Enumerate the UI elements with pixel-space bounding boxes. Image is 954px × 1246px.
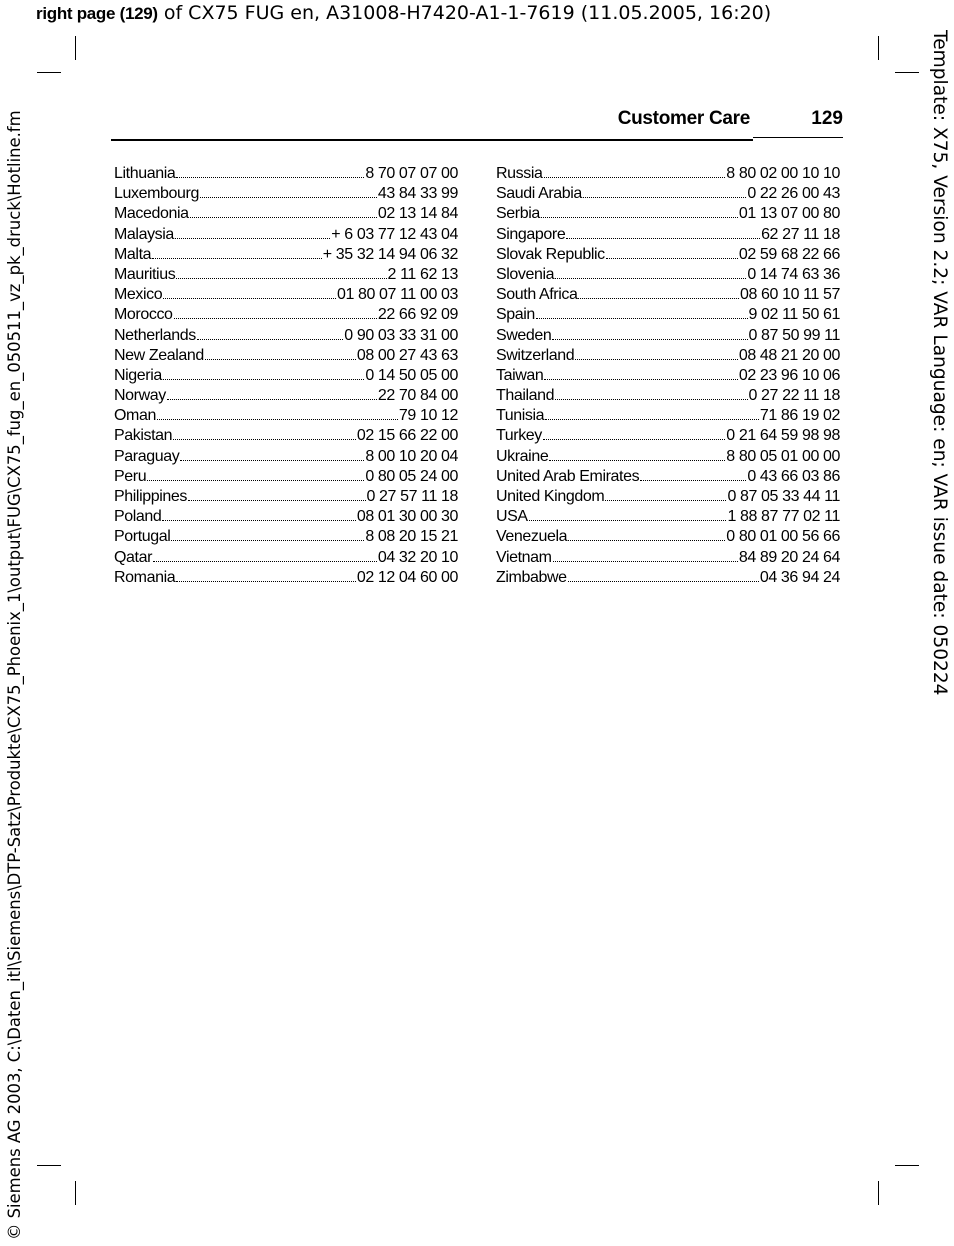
country-name: Zimbabwe: [496, 568, 567, 586]
country-name: Lithuania: [114, 165, 176, 182]
hotline-entry: [496, 204, 840, 224]
hotline-number: 0 43 66 03 86: [747, 467, 840, 485]
hotline-number: 22 70 84 00: [377, 387, 458, 405]
hotline-number: 2 11 62 13: [387, 265, 458, 283]
hotline-entry: [114, 184, 458, 204]
hotline-number: 04 36 94 24: [759, 568, 840, 586]
hotline-number: 84 89 20 24 64: [738, 548, 840, 566]
country-name: Tunisia: [496, 407, 545, 425]
hotline-entry: [496, 245, 840, 265]
dot-leader: [568, 540, 725, 541]
crop-mark: [75, 1181, 76, 1205]
country-name: Pakistan: [114, 427, 173, 445]
country-name: United Kingdom: [496, 488, 605, 505]
hotline-entry: [496, 366, 840, 386]
dot-leader: [176, 177, 364, 178]
hotline-number: 0 87 50 99 11: [748, 326, 840, 344]
hotline-entry: [496, 527, 840, 547]
country-name: Thailand: [496, 387, 555, 405]
copyright-path-note: © Siemens AG 2003, C:\Daten_itl\Siemens\DTP-Satz\Produkte\CX75_Phoenix_1\output\FUG\CX75_fug_en_050511_vz_pk_druck\Hotline.fm: [5, 110, 24, 1240]
hotline-number: 08 00 27 43 63: [356, 346, 458, 364]
hotline-number: 0 90 03 33 31 00: [344, 326, 458, 344]
dot-leader: [153, 561, 377, 562]
dot-leader: [163, 298, 336, 299]
hotline-entry: [114, 467, 458, 487]
hotline-number: 79 10 12: [398, 407, 458, 425]
print-job-info: [36, 1, 771, 26]
country-name: Oman: [114, 407, 156, 425]
dot-leader: [200, 197, 377, 198]
hotline-number: 0 27 57 11 18: [366, 488, 458, 505]
dot-leader: [543, 439, 725, 440]
hotline-number: 22 66 92 09: [377, 306, 458, 324]
country-name: Luxembourg: [114, 185, 199, 203]
hotline-number: 62 27 11 18: [761, 225, 840, 243]
dot-leader: [188, 500, 366, 501]
hotline-entry: [496, 285, 840, 305]
dot-leader: [167, 399, 377, 400]
dot-leader: [578, 298, 739, 299]
hotline-number: 9 02 11 50 61: [748, 306, 840, 324]
hotline-number: 0 80 01 00 56 66: [726, 528, 840, 546]
hotline-entry: [114, 305, 458, 325]
dot-leader: [163, 379, 364, 380]
country-name: Malaysia: [114, 225, 174, 243]
hotline-number: 02 12 04 60 00: [356, 568, 458, 586]
hotline-entry: [114, 164, 458, 184]
hotline-number: 1 88 87 77 02 11: [727, 508, 840, 526]
hotline-entry: [496, 467, 840, 487]
hotline-number: 02 23 96 10 06: [738, 366, 840, 384]
hotline-entry: [496, 164, 840, 184]
hotline-entry: [114, 527, 458, 547]
dot-leader: [536, 318, 748, 319]
crop-mark: [878, 36, 879, 60]
dot-leader: [157, 419, 398, 420]
dot-leader: [605, 500, 726, 501]
dot-leader: [205, 359, 356, 360]
country-name: Spain: [496, 306, 535, 324]
country-name: Mauritius: [114, 265, 176, 283]
hotline-entry: [114, 406, 458, 426]
dot-leader: [640, 480, 746, 481]
hotline-number: 08 01 30 00 30: [356, 508, 458, 526]
hotline-number: 8 08 20 15 21: [365, 528, 458, 546]
hotline-entry: [496, 426, 840, 446]
hotline-entry: [114, 568, 458, 588]
hotline-entry: [114, 447, 458, 467]
hotline-entry: [114, 245, 458, 265]
page-number: 129: [811, 108, 843, 129]
hotline-number: 02 59 68 22 66: [738, 245, 840, 263]
dot-leader: [175, 238, 330, 239]
dot-leader: [529, 520, 727, 521]
country-name: Switzerland: [496, 346, 575, 364]
country-name: Morocco: [114, 306, 173, 324]
hotline-number: 08 60 10 11 57: [740, 286, 840, 304]
country-name: Saudi Arabia: [496, 185, 582, 203]
country-name: Ukraine: [496, 447, 549, 465]
hotline-entry: [114, 204, 458, 224]
hotline-number: 8 80 05 01 00 00: [726, 447, 840, 465]
country-name: Philippines: [114, 488, 187, 505]
hotline-entry: [114, 225, 458, 245]
dot-leader: [544, 379, 737, 380]
country-name: Serbia: [496, 205, 540, 223]
hotline-number: 43 84 33 99: [377, 185, 458, 203]
crop-mark: [37, 72, 61, 73]
country-name: Peru: [114, 467, 147, 485]
country-name: Venezuela: [496, 528, 568, 546]
hotline-entry: [496, 447, 840, 467]
country-name: New Zealand: [114, 346, 204, 364]
country-name: Singapore: [496, 225, 566, 243]
hotline-entry: [496, 568, 840, 588]
country-name: Norway: [114, 387, 166, 405]
dot-leader: [544, 177, 726, 178]
hotline-number: 8 70 07 07 00: [365, 165, 458, 182]
country-name: Russia: [496, 165, 543, 182]
country-name: Slovak Republic: [496, 245, 605, 263]
hotline-entry: [496, 487, 840, 507]
dot-leader: [553, 561, 738, 562]
dot-leader: [555, 399, 747, 400]
country-name: Turkey: [496, 427, 542, 445]
hotline-number: + 35 32 14 94 06 32: [322, 245, 458, 263]
hotline-column-right: [496, 164, 840, 588]
hotline-entry: [496, 406, 840, 426]
hotline-entry: [114, 265, 458, 285]
dot-leader: [147, 480, 364, 481]
country-name: Sweden: [496, 326, 552, 344]
hotline-column-left: [114, 164, 458, 588]
country-name: South Africa: [496, 286, 578, 304]
hotline-number: 01 13 07 00 80: [738, 205, 840, 223]
dot-leader: [162, 520, 355, 521]
hotline-entry: [114, 346, 458, 366]
hotline-number: 0 27 22 11 18: [748, 387, 840, 405]
hotline-number: 0 21 64 59 98 98: [726, 427, 840, 445]
hotline-entry: [496, 326, 840, 346]
hotline-entry: [496, 507, 840, 527]
crop-mark: [878, 1181, 879, 1205]
hotline-number: 0 14 74 63 36: [747, 265, 840, 283]
dot-leader: [606, 258, 738, 259]
hotline-entry: [496, 265, 840, 285]
dot-leader: [190, 217, 377, 218]
hotline-number: 08 48 21 20 00: [738, 346, 840, 364]
hotline-entry: [114, 326, 458, 346]
dot-leader: [152, 258, 322, 259]
hotline-entry: [496, 305, 840, 325]
dot-leader: [174, 318, 377, 319]
hotline-entry: [114, 386, 458, 406]
hotline-number: 0 22 26 00 43: [747, 185, 840, 203]
header-rule: [111, 139, 753, 141]
dot-leader: [197, 339, 343, 340]
country-name: Mexico: [114, 286, 163, 304]
country-name: Taiwan: [496, 366, 544, 384]
country-name: United Arab Emirates: [496, 467, 640, 485]
crop-mark: [37, 1165, 61, 1166]
dot-leader: [180, 460, 364, 461]
country-name: Slovenia: [496, 265, 555, 283]
dot-leader: [555, 278, 746, 279]
hotline-entry: [496, 386, 840, 406]
dot-leader: [171, 540, 364, 541]
country-name: Netherlands: [114, 326, 196, 344]
hotline-number: 04 32 20 10: [377, 548, 458, 566]
crop-mark: [895, 72, 919, 73]
country-name: Paraguay: [114, 447, 180, 465]
dot-leader: [568, 581, 759, 582]
hotline-entry: [114, 487, 458, 507]
dot-leader: [173, 439, 356, 440]
hotline-entry: [114, 548, 458, 568]
hotline-number: + 6 03 77 12 43 04: [331, 225, 458, 243]
crop-mark: [895, 1165, 919, 1166]
hotline-entry: [114, 426, 458, 446]
hotline-number: 0 80 05 24 00: [365, 467, 458, 485]
dot-leader: [566, 238, 760, 239]
country-name: Poland: [114, 508, 162, 526]
dot-leader: [541, 217, 738, 218]
hotline-entry: [496, 184, 840, 204]
country-name: Malta: [114, 245, 152, 263]
hotline-number: 8 00 10 20 04: [365, 447, 458, 465]
print-page-label: right page (129): [36, 4, 158, 23]
hotline-entry: [114, 507, 458, 527]
dot-leader: [552, 339, 747, 340]
country-name: Vietnam: [496, 548, 552, 566]
hotline-number: 02 13 14 84: [377, 205, 458, 223]
dot-leader: [545, 419, 759, 420]
header-rule-page: [753, 137, 843, 138]
hotline-entry: [496, 346, 840, 366]
country-name: Qatar: [114, 548, 153, 566]
country-name: Portugal: [114, 528, 171, 546]
dot-leader: [583, 197, 746, 198]
dot-leader: [176, 581, 356, 582]
hotline-number: 02 15 66 22 00: [356, 427, 458, 445]
page-title: Customer Care: [617, 108, 750, 129]
country-name: Macedonia: [114, 205, 189, 223]
country-name: Romania: [114, 568, 176, 586]
hotline-entry: [496, 225, 840, 245]
hotline-number: 01 80 07 11 00 03: [336, 286, 458, 304]
print-file-info: of CX75 FUG en, A31008-H7420-A1-1-7619 (11.05.2005, 16:20): [157, 2, 772, 24]
country-name: USA: [496, 508, 528, 526]
dot-leader: [549, 460, 725, 461]
hotline-entry: [496, 548, 840, 568]
country-name: Nigeria: [114, 366, 162, 384]
hotline-entry: [114, 366, 458, 386]
hotline-number: 8 80 02 00 10 10: [726, 165, 840, 182]
dot-leader: [575, 359, 738, 360]
template-info-note: Template: X75, Version 2.2; VAR Language: en; VAR issue date: 050224: [929, 30, 950, 696]
hotline-entry: [114, 285, 458, 305]
dot-leader: [176, 278, 386, 279]
hotline-number: 71 86 19 02: [759, 407, 840, 425]
hotline-number: 0 87 05 33 44 11: [727, 488, 840, 505]
crop-mark: [75, 36, 76, 60]
hotline-number: 0 14 50 05 00: [365, 366, 458, 384]
